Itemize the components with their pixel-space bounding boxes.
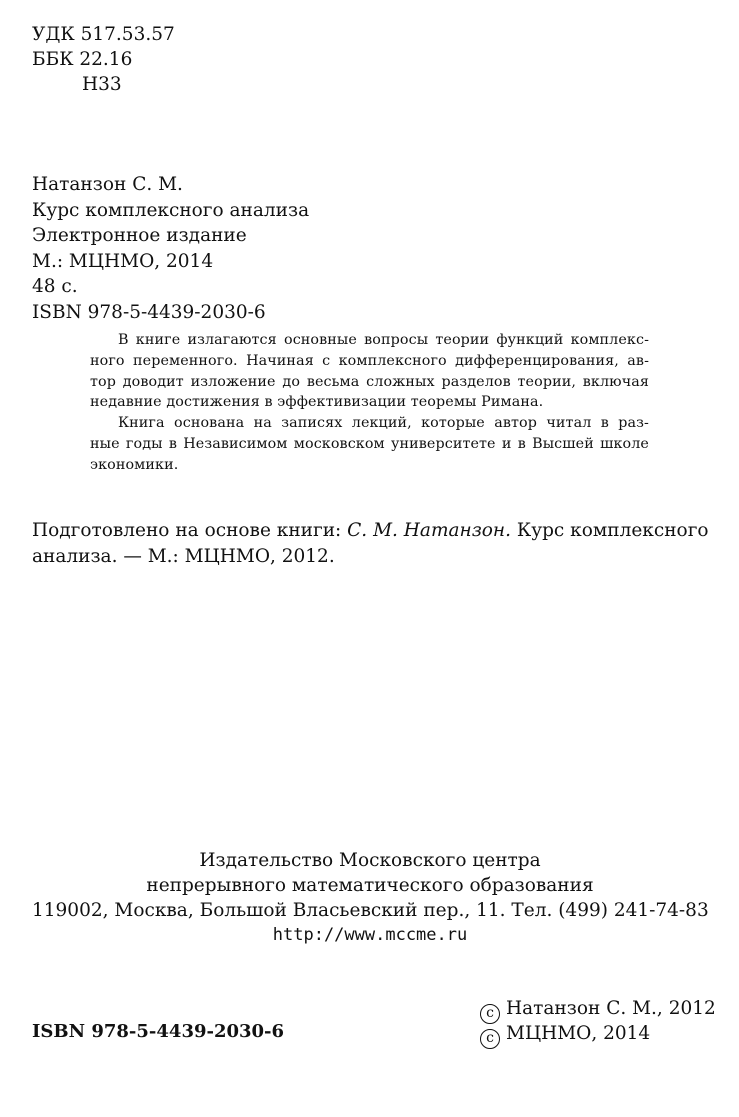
bibliographic-record (32, 172, 309, 325)
publisher-name-line-1: Издательство Московского центра (199, 850, 541, 871)
source-author: С. М. Натанзон. (347, 520, 511, 541)
isbn-footer: ISBN 978-5-4439-2030-6 (32, 1021, 285, 1042)
publisher-address: 119002, Москва, Большой Власьевский пер., 11. Тел. (499) 241-74-83 (32, 900, 709, 921)
copyright-holder-1: Натанзон С. М., 2012 (506, 998, 716, 1019)
annotation-line: недавние достижения в эффективизации теоремы Римана. (90, 394, 544, 411)
edition-note: Электронное издание (32, 225, 247, 246)
source-note-line-2: анализа. — М.: МЦНМО, 2012. (32, 546, 335, 567)
annotation (90, 330, 649, 476)
annotation-line: ного переменного. Начиная с комплексного дифференцирования, ав- (90, 352, 649, 369)
annotation-line: В книге излагаются основные вопросы теории функций комплекс- (118, 332, 649, 348)
publisher-block (32, 848, 708, 948)
book-title: Курс комплексного анализа (32, 199, 310, 221)
publisher-url[interactable]: http://www.mccme.ru (272, 925, 468, 945)
author-mark: Н33 (82, 74, 122, 95)
imprint: М.: МЦНМО, 2014 (32, 250, 214, 272)
author-name: Натанзон С. М. (32, 174, 183, 195)
copyright-block (480, 996, 716, 1046)
source-note-line-1 (32, 518, 708, 544)
isbn-record: ISBN 978-5-4439-2030-6 (32, 301, 266, 323)
source-title: Курс комплексного (516, 520, 709, 541)
copyright-line-1 (480, 996, 716, 1021)
page-count: 48 с. (32, 276, 78, 297)
source-note (32, 518, 708, 570)
annotation-line: ные годы в Независимом московском университете и в Высшей школе (90, 435, 649, 452)
copyright-holder-2: МЦНМО, 2014 (506, 1023, 651, 1044)
udk-code: УДК 517.53.57 (32, 24, 175, 45)
classification-codes (32, 22, 175, 97)
annotation-line: Книга основана на записях лекций, которые автор читал в раз- (118, 415, 649, 432)
annotation-line: экономики. (90, 456, 179, 473)
annotation-line: тор доводит изложение до весьма сложных разделов теории, включая (90, 373, 649, 390)
publisher-name-line-2: непрерывного математического образования (146, 875, 594, 896)
copyright-icon: c (480, 1029, 500, 1049)
copyright-icon: c (480, 1004, 500, 1024)
source-note-prefix: Подготовлено на основе книги: (32, 520, 342, 541)
copyright-line-2 (480, 1021, 716, 1046)
bbk-code: ББК 22.16 (32, 49, 133, 70)
